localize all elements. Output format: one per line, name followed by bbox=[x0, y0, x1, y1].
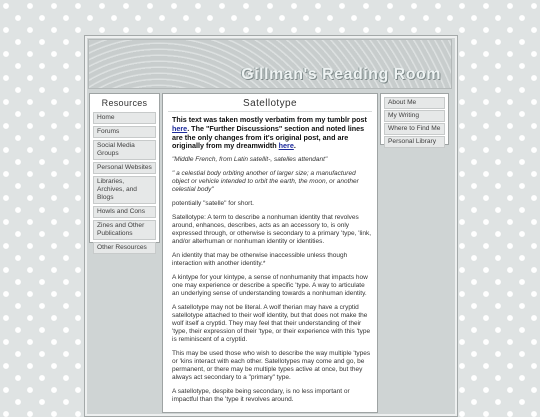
paragraph: A satellotype may not be literal. A wolf therian may have a cryptid satellotype attached to their wolf identity, but that does not make the wolf itself a cryptid. They may feel that their understanding of their 'type, their expression of their 'type, or their experience with this 'type is reminiscent of a cryptid. bbox=[172, 304, 371, 344]
paragraph: A satellotype, despite being secondary, is no less important or impactful than the 'type it revolves around. bbox=[172, 388, 350, 404]
nav-item-personal-websites[interactable]: Personal Websites bbox=[93, 162, 156, 174]
nav-item-social-media-groups[interactable]: Social Media Groups bbox=[93, 140, 156, 160]
nav-item-personal-library[interactable]: Personal Library bbox=[384, 136, 445, 148]
left-sidebar bbox=[89, 93, 160, 251]
paragraph: Satellotype: A term to describe a nonhuman identity that revolves around, enhances, describes, acts as an accessory to, is only expressed through, or otherwise is secondary to a primary 'type, 'link, and/or alterhuman or nonhuman identity or identities. bbox=[172, 214, 372, 246]
main-content bbox=[162, 93, 378, 413]
paragraph: potentially "satelle" for short. bbox=[172, 200, 254, 208]
page-title: Satellotype bbox=[168, 98, 372, 112]
paragraph: A kintype for your kintype, a sense of nonhumanity that impacts how one may experience or describe a specific 'type. A way to articulate an underlying sense of understanding towards a nonhuman identity. bbox=[172, 274, 368, 298]
intro-text-1: This text was taken mostly verbatim from my tumblr post bbox=[172, 115, 367, 124]
definition-quote: " a celestial body orbiting another of larger size; a manufactured object or vehicle intended to orbit the earth, the moon, or another celestial body" bbox=[172, 170, 359, 194]
nav-item-home[interactable]: Home bbox=[93, 112, 156, 124]
nav-item-about-me[interactable]: About Me bbox=[384, 97, 445, 109]
intro-note bbox=[172, 116, 372, 151]
etymology-quote: "Middle French, from Latin satellit-, satelles attendant" bbox=[172, 156, 328, 164]
paragraph: An identity that may be otherwise inaccessible unless though interaction with another identity.* bbox=[172, 252, 348, 268]
nav-item-other-resources[interactable]: Other Resources bbox=[93, 242, 156, 254]
paragraph: This may be used those who wish to describe the way multiple 'types or 'kins interact with each other. Satellotypes may come and go, be permanent, or there may be multiple types active at once, but they always act secondary to a "primary" type. bbox=[172, 350, 371, 382]
nav-item-howls-and-cons[interactable]: Howls and Cons bbox=[93, 206, 156, 218]
intro-text-3: . bbox=[293, 141, 296, 151]
site-header bbox=[88, 39, 452, 89]
nav-item-forums[interactable]: Forums bbox=[93, 126, 156, 138]
nav-item-zines-publications[interactable]: Zines and Other Publications bbox=[93, 220, 156, 240]
nav-item-where-to-find-me[interactable]: Where to Find Me bbox=[384, 123, 445, 135]
nav-item-my-writing[interactable]: My Writing bbox=[384, 110, 445, 122]
nav-item-libraries-archives-blogs[interactable]: Libraries, Archives, and Blogs bbox=[93, 176, 156, 204]
dreamwidth-link[interactable]: here bbox=[278, 141, 294, 151]
intro-text-2: . The "Further Discussions" section and noted lines are the only changes from it's original post, and are originally from my dreamwidth bbox=[172, 123, 365, 151]
sidebar-title: Resources bbox=[101, 98, 148, 108]
right-sidebar bbox=[380, 93, 449, 145]
site-title: Gillman's Reading Room bbox=[241, 66, 441, 83]
tumblr-link[interactable]: here bbox=[172, 123, 188, 133]
